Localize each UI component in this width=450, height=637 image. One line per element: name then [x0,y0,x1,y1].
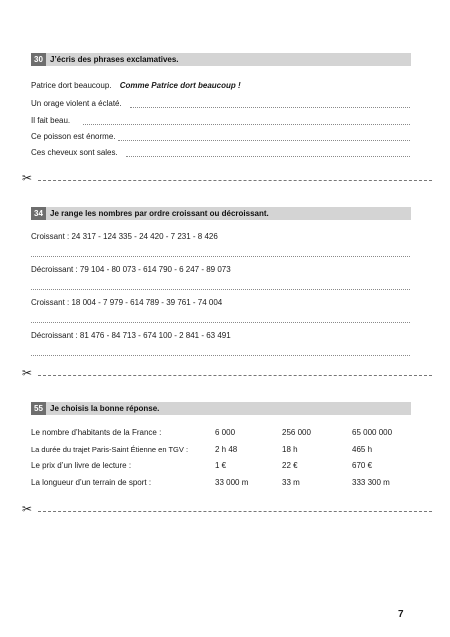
answer-option[interactable]: 6 000 [215,428,236,437]
example-sentence: Patrice dort beaucoup. [31,81,112,90]
example-answer: Comme Patrice dort beaucoup ! [119,81,241,90]
answer-line[interactable] [31,322,410,323]
answer-option[interactable]: 33 m [282,478,300,487]
dashed-divider [38,180,432,181]
exercise-number: 34 [31,207,46,220]
exclamative-sentence: Il fait beau. [31,116,71,125]
cut-line [22,502,432,517]
section-55-header [31,402,411,415]
answer-option[interactable]: 256 000 [282,428,311,437]
scissors-icon: ✂ [22,366,33,380]
number-sequence: Croissant : 18 004 - 7 979 - 614 789 - 39 761 - 74 004 [31,298,223,307]
question-label: Le nombre d’habitants de la France : [31,428,162,437]
answer-line[interactable] [118,140,410,141]
exercise-title: J’écris des phrases exclamatives. [50,55,179,64]
answer-option[interactable]: 670 € [352,461,373,470]
dashed-divider [38,511,432,512]
answer-line[interactable] [31,355,410,356]
page-number: 7 [398,609,404,620]
answer-option[interactable]: 333 300 m [352,478,390,487]
answer-option[interactable]: 2 h 48 [215,445,238,454]
number-sequence: Décroissant : 81 476 - 84 713 - 674 100 - 2 841 - 63 491 [31,331,231,340]
answer-line[interactable] [83,124,410,125]
answer-line[interactable] [126,156,410,157]
question-label: La durée du trajet Paris-Saint Étienne en TGV : [31,445,189,454]
cut-line [22,171,432,186]
exclamative-sentence: Ce poisson est énorme. [31,132,116,141]
answer-option[interactable]: 1 € [215,461,227,470]
example-line [31,81,241,91]
answer-option[interactable]: 33 000 m [215,478,249,487]
question-label: La longueur d’un terrain de sport : [31,478,152,487]
exercise-title: Je range les nombres par ordre croissant ou décroissant. [50,209,269,218]
answer-option[interactable]: 465 h [352,445,373,454]
dashed-divider [38,375,432,376]
section-30-header [31,53,411,66]
answer-option[interactable]: 22 € [282,461,298,470]
question-label: Le prix d’un livre de lecture : [31,461,132,470]
answer-line[interactable] [31,256,410,257]
answer-option[interactable]: 65 000 000 [352,428,393,437]
exercise-title: Je choisis la bonne réponse. [50,404,160,413]
answer-line[interactable] [31,289,410,290]
cut-line [22,366,432,381]
scissors-icon: ✂ [22,502,33,516]
exercise-number: 55 [31,402,46,415]
answer-option[interactable]: 18 h [282,445,298,454]
section-34-header [31,207,411,220]
scissors-icon: ✂ [22,171,33,185]
exclamative-sentence: Un orage violent a éclaté. [31,99,122,108]
number-sequence: Croissant : 24 317 - 124 335 - 24 420 - 7 231 - 8 426 [31,232,218,241]
exclamative-sentence: Ces cheveux sont sales. [31,148,118,157]
number-sequence: Décroissant : 79 104 - 80 073 - 614 790 - 6 247 - 89 073 [31,265,231,274]
answer-line[interactable] [130,107,410,108]
exercise-number: 30 [31,53,46,66]
